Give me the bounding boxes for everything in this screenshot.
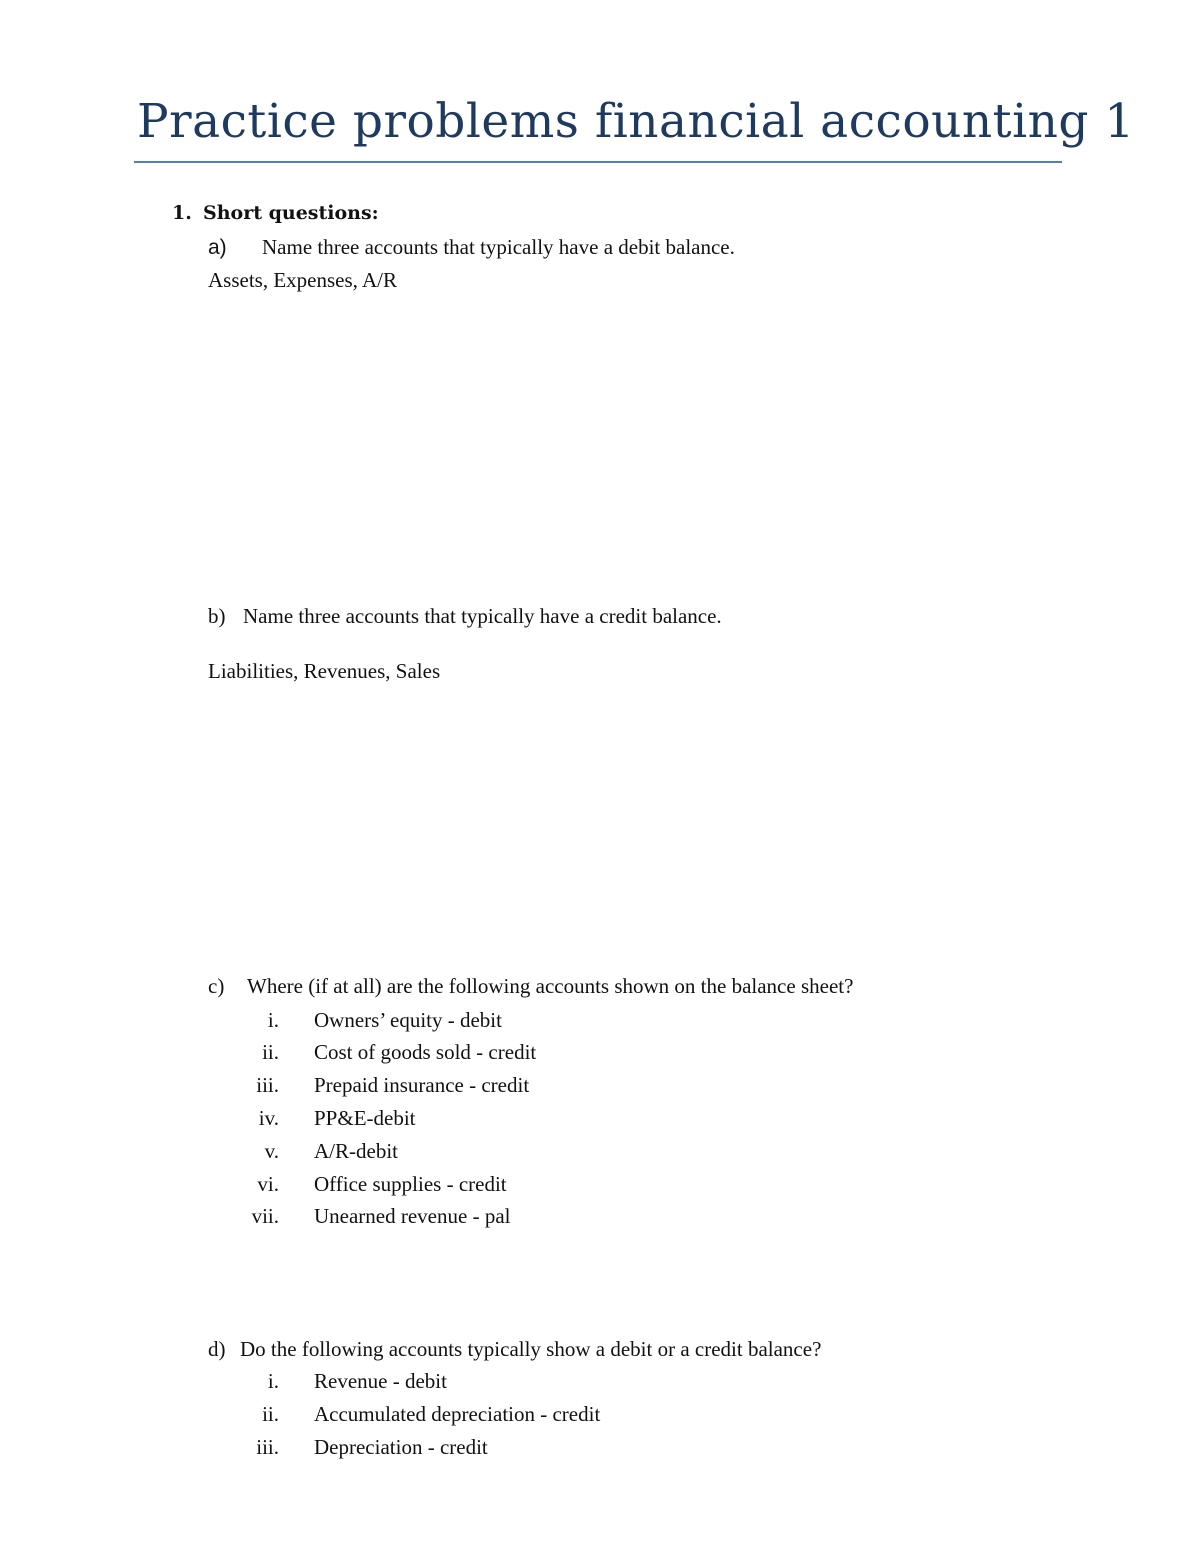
question-c-item-number: ii.	[262, 1040, 279, 1064]
question-c-item-text: Prepaid insurance - credit	[314, 1073, 530, 1097]
question-b-answer: Liabilities, Revenues, Sales	[208, 659, 441, 683]
question-d-text: Do the following accounts typically show a debit or a credit balance?	[240, 1337, 822, 1361]
question-c-item-text: Cost of goods sold - credit	[314, 1040, 537, 1064]
question-c-item-text: Office supplies - credit	[314, 1172, 507, 1196]
question-a-text: Name three accounts that typically have a debit balance.	[262, 235, 735, 259]
question-c-item-number: i.	[267, 1008, 279, 1032]
question-c-item-text: Owners’ equity - debit	[314, 1008, 502, 1032]
question-d-item-number: ii.	[262, 1402, 279, 1426]
section-heading: Short questions:	[203, 202, 379, 224]
question-c-item-number: v.	[264, 1139, 279, 1163]
question-a-answer: Assets, Expenses, A/R	[208, 268, 397, 292]
question-d-item-number: i.	[267, 1369, 279, 1393]
question-c-item-text: Unearned revenue - pal	[314, 1204, 511, 1228]
section-number: 1.	[172, 202, 192, 224]
document-title: Practice problems financial accounting 1	[137, 94, 1135, 149]
question-b-marker: b)	[208, 604, 226, 628]
question-c-item-number: vi.	[257, 1172, 279, 1196]
question-c-item-number: iv.	[258, 1106, 279, 1130]
question-d-item-text: Accumulated depreciation - credit	[314, 1402, 601, 1426]
question-c-item-text: A/R-debit	[314, 1139, 398, 1163]
question-c-item-number: iii.	[256, 1073, 279, 1097]
question-c-text: Where (if at all) are the following accounts shown on the balance sheet?	[247, 974, 854, 998]
question-d-item-text: Revenue - debit	[314, 1369, 447, 1393]
question-a-marker: a)	[208, 236, 227, 259]
question-b-text: Name three accounts that typically have a credit balance.	[243, 604, 722, 628]
question-c-item-number: vii.	[251, 1204, 279, 1228]
title-underline	[134, 161, 1062, 163]
question-c-marker: c)	[208, 974, 225, 998]
question-c-item-text: PP&E-debit	[314, 1106, 416, 1130]
question-d-item-number: iii.	[256, 1435, 279, 1459]
question-d-item-text: Depreciation - credit	[314, 1435, 488, 1459]
question-d-marker: d)	[208, 1337, 226, 1361]
